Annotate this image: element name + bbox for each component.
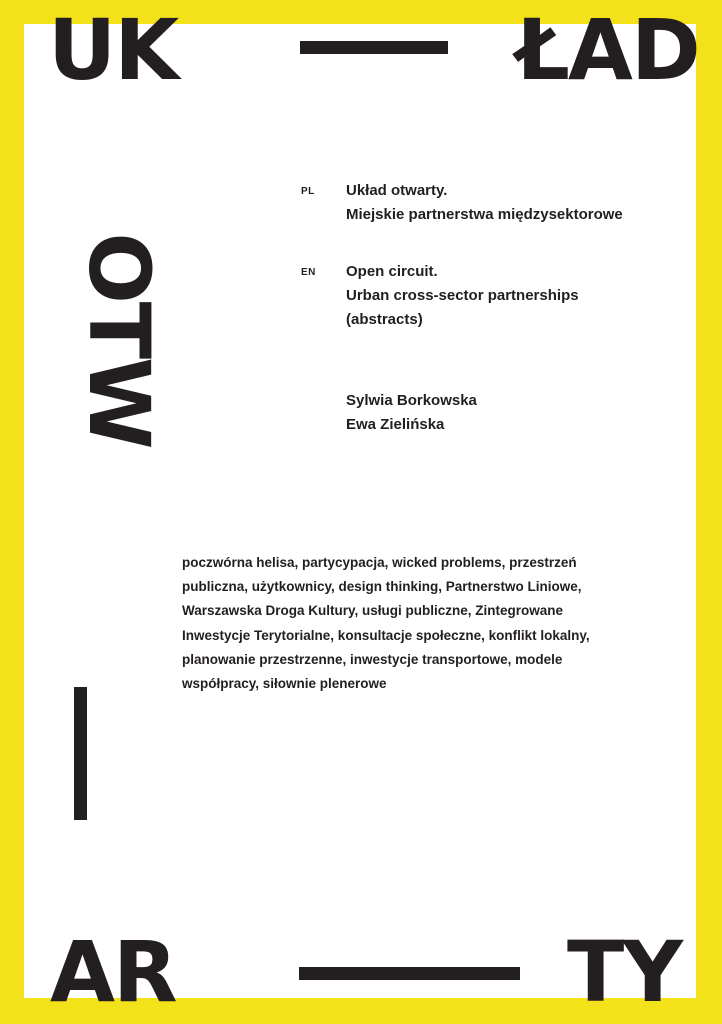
keywords-line: planowanie przestrzenne, inwestycje transportowe, modele [182,651,563,667]
title-en-line1: Open circuit. [346,263,438,280]
title-en [346,260,579,332]
title-pl-line2: Miejskie partnerstwa międzysektorowe [346,206,623,223]
headline-ty: TY [567,923,682,1021]
keywords-line: współpracy, siłownie plenerowe [182,676,387,692]
title-en-line3: (abstracts) [346,311,423,328]
author-name: Ewa Zielińska [346,416,445,433]
headline-otw-vertical: OTW [70,232,168,448]
author-name: Sylwia Borkowska [346,392,477,409]
dash-bottom [299,967,520,980]
title-pl-line1: Układ otwarty. [346,182,448,199]
headline-lad: ŁAD [516,1,699,99]
lang-code-pl: PL [301,186,315,197]
keywords-line: poczwórna helisa, partycypacja, wicked problems, przestrzeń [182,555,577,570]
keywords-line: publiczna, użytkownicy, design thinking, Partnerstwo Liniowe, [182,579,582,595]
title-pl [346,179,623,227]
headline-ar: AR [50,923,176,1021]
dash-vertical [74,687,87,820]
title-en-line2: Urban cross-sector partnerships [346,287,579,304]
lang-code-en: EN [301,267,316,278]
dash-top [300,41,448,54]
headline-uk: UK [48,1,178,99]
keywords-line: Warszawska Droga Kultury, usługi publiczne, Zintegrowane [182,603,564,619]
keywords-line: Inwestycje Terytorialne, konsultacje społeczne, konflikt lokalny, [182,627,590,643]
keywords [182,551,632,696]
authors [346,389,477,437]
cover-page [24,24,696,998]
